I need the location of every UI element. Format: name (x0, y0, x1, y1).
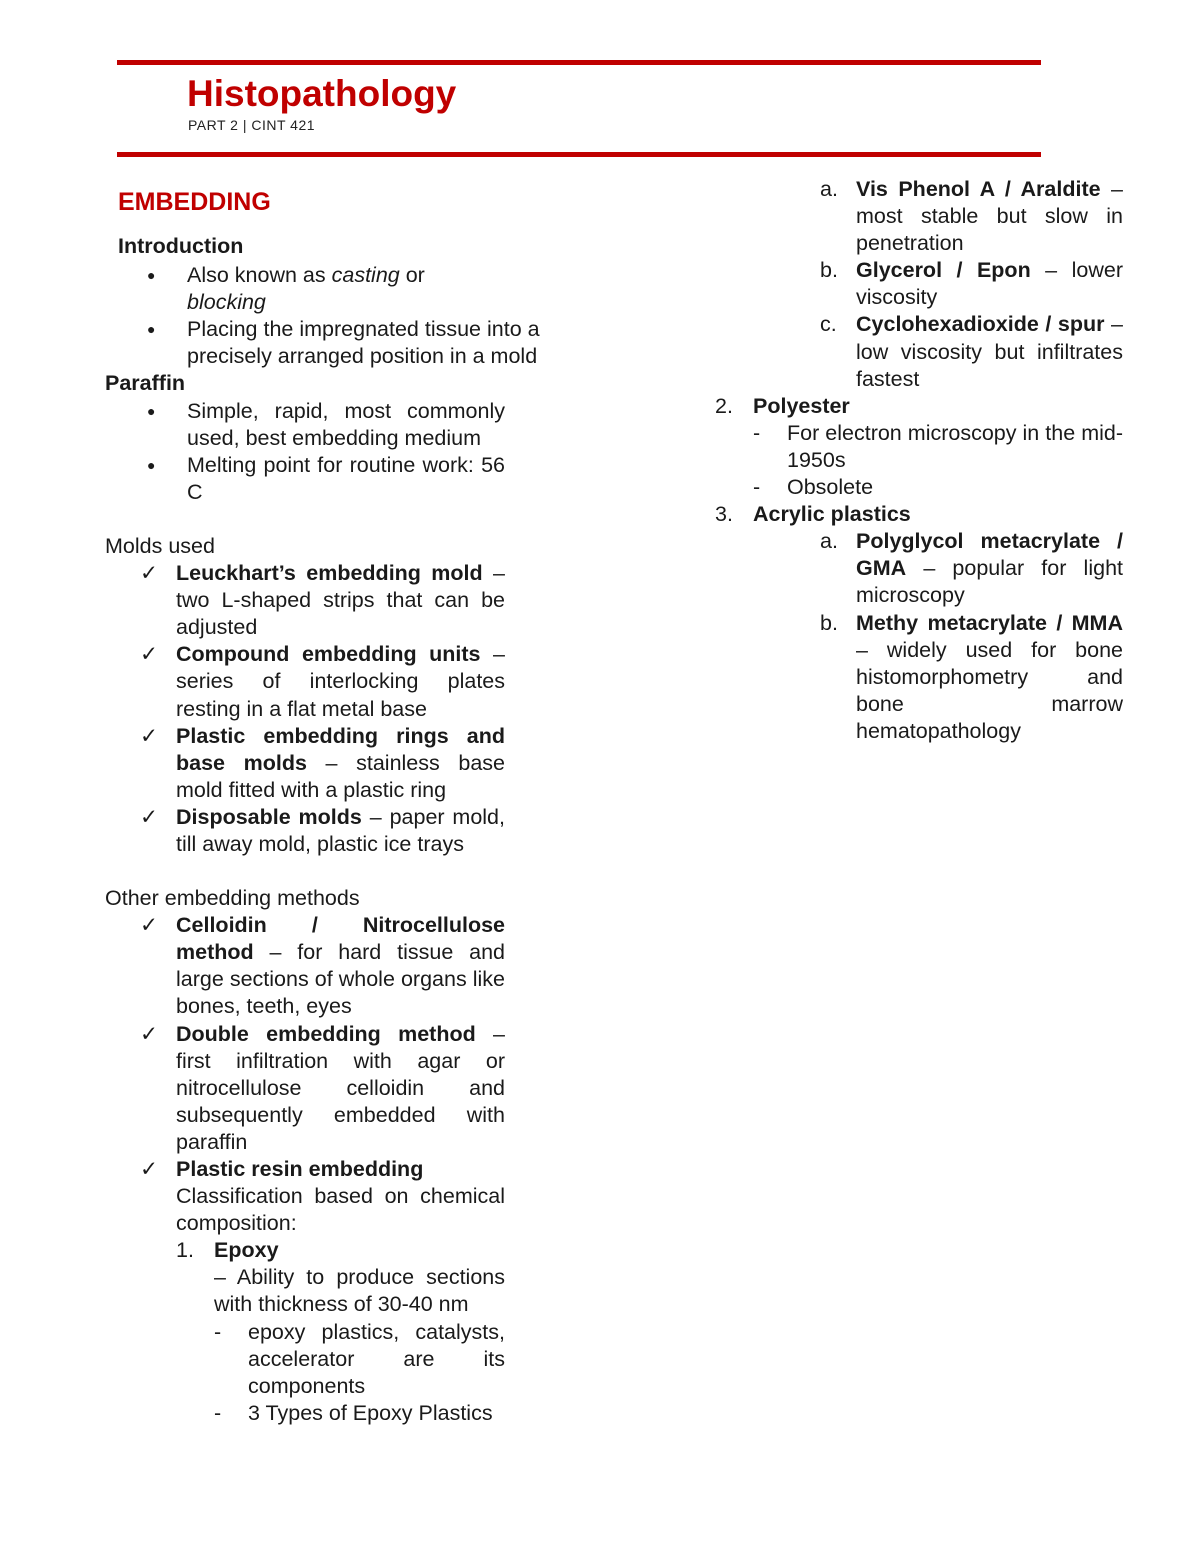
other-methods-heading: Other embedding methods (105, 886, 360, 911)
bullet-icon: ● (147, 267, 156, 284)
list-item-text: Disposable molds – paper mold, till away mold, plastic ice trays (176, 804, 505, 856)
numbered-item-body (214, 1237, 505, 1318)
numbered-item (176, 1237, 505, 1318)
list-item-text: Simple, rapid, most commonly used, best embedding medium (187, 398, 505, 450)
dash-icon: - (214, 1319, 222, 1344)
bullet-icon: ● (147, 321, 156, 338)
list-item-text: Placing the impregnated tissue into a precisely arranged position in a mold (187, 317, 540, 369)
bullet-icon: ● (147, 456, 156, 473)
alpha-item-text: Methy metacrylate / MMA – widely used for bone histomorphometry and bone marrow hematopathology (856, 610, 1123, 743)
intro-heading: Introduction (118, 234, 244, 258)
list-item (105, 262, 505, 316)
numbered-item-label: Acrylic plastics (753, 502, 911, 527)
numbered-item (715, 501, 1123, 745)
checkmark-icon: ✓ (140, 642, 159, 667)
numbered-item-body (753, 393, 1123, 501)
checkmark-icon: ✓ (140, 913, 159, 938)
header-top-rule (117, 60, 1041, 65)
list-item-text: Also known as casting or blocking (187, 263, 425, 315)
list-item-text: Double embedding method – first infiltration with agar or nitrocellulose celloidin and subsequently embedded with paraffin (176, 1021, 505, 1154)
dash-item (214, 1400, 505, 1427)
dash-item (214, 1319, 505, 1400)
dash-item-text: epoxy plastics, catalysts, accelerator are its components (248, 1319, 505, 1398)
list-item (105, 804, 505, 858)
dash-item-text: Obsolete (787, 475, 874, 500)
list-item (105, 723, 505, 804)
list-item-text: Melting point for routine work: 56 C (187, 452, 505, 504)
alpha-item (820, 176, 1123, 257)
dash-icon: - (214, 1400, 222, 1425)
item-letter: b. (820, 258, 838, 283)
item-letter: b. (820, 610, 838, 635)
acrylic-types-list (820, 528, 1123, 745)
list-item-body (176, 1156, 505, 1427)
list-item (105, 912, 505, 1020)
list-item (105, 1156, 505, 1427)
item-number: 3. (715, 502, 733, 527)
dash-icon: - (753, 420, 761, 445)
numbered-item-label: Epoxy (214, 1238, 279, 1263)
item-letter: c. (820, 312, 837, 337)
list-item (105, 452, 505, 506)
document-title: Histopathology (187, 73, 457, 114)
checkmark-icon: ✓ (140, 1157, 159, 1181)
list-item (105, 1021, 505, 1156)
list-item-text: Classification based on chemical composition: (176, 1184, 505, 1236)
list-item-text: Leuckhart’s embedding mold – two L-shaped strips that can be adjusted (176, 561, 505, 640)
numbered-item-label: Polyester (753, 393, 850, 418)
item-number: 1. (176, 1238, 194, 1263)
alpha-item-text: Polyglycol metacrylate / GMA – popular for light microscopy (856, 529, 1123, 608)
list-item (105, 560, 505, 641)
alpha-item-text: Cyclohexadioxide / spur – low viscosity but infiltrates fastest (856, 312, 1123, 391)
list-item (105, 398, 505, 452)
item-letter: a. (820, 177, 838, 201)
numbered-item-text: – Ability to produce sections with thickness of 30-40 nm (214, 1265, 505, 1317)
checkmark-icon: ✓ (140, 561, 159, 586)
checkmark-icon: ✓ (140, 804, 159, 829)
list-item (105, 641, 505, 722)
numbered-item (715, 393, 1123, 501)
header-bottom-rule (117, 152, 1041, 157)
left-column (105, 187, 540, 1427)
list-item-text: Compound embedding units – series of interlocking plates resting in a flat metal base (176, 642, 505, 721)
dash-icon: - (753, 475, 761, 500)
section-title: EMBEDDING (118, 188, 271, 216)
list-item-text: Celloidin / Nitrocellulose method – for hard tissue and large sections of whole organs like bones, teeth, eyes (176, 913, 505, 1019)
list-item-label: Plastic resin embedding (176, 1157, 424, 1181)
alpha-item (820, 311, 1123, 392)
list-item-text: Plastic embedding rings and base molds – stainless base mold fitted with a plastic ring (176, 723, 505, 802)
molds-heading: Molds used (105, 533, 215, 558)
alpha-item (820, 257, 1123, 311)
alpha-item (820, 610, 1123, 745)
dash-item-text: 3 Types of Epoxy Plastics (248, 1400, 493, 1425)
alpha-item-text: Vis Phenol A / Araldite – most stable but slow in penetration (856, 177, 1123, 256)
item-letter: a. (820, 529, 838, 554)
bullet-icon: ● (147, 402, 156, 419)
alpha-item (820, 528, 1123, 609)
epoxy-types-list (820, 176, 1123, 393)
alpha-item-text: Glycerol / Epon – lower viscosity (856, 258, 1123, 310)
document-subtitle: PART 2 | CINT 421 (188, 117, 316, 133)
right-column (715, 176, 1123, 745)
dash-item (753, 474, 1123, 501)
list-item (105, 316, 540, 370)
paraffin-heading: Paraffin (105, 371, 186, 396)
dash-item-text: For electron microscopy in the mid-1950s (787, 420, 1123, 472)
dash-item (753, 420, 1123, 474)
checkmark-icon: ✓ (140, 723, 159, 748)
item-number: 2. (715, 393, 733, 418)
checkmark-icon: ✓ (140, 1021, 159, 1046)
numbered-item-body (753, 501, 1123, 745)
